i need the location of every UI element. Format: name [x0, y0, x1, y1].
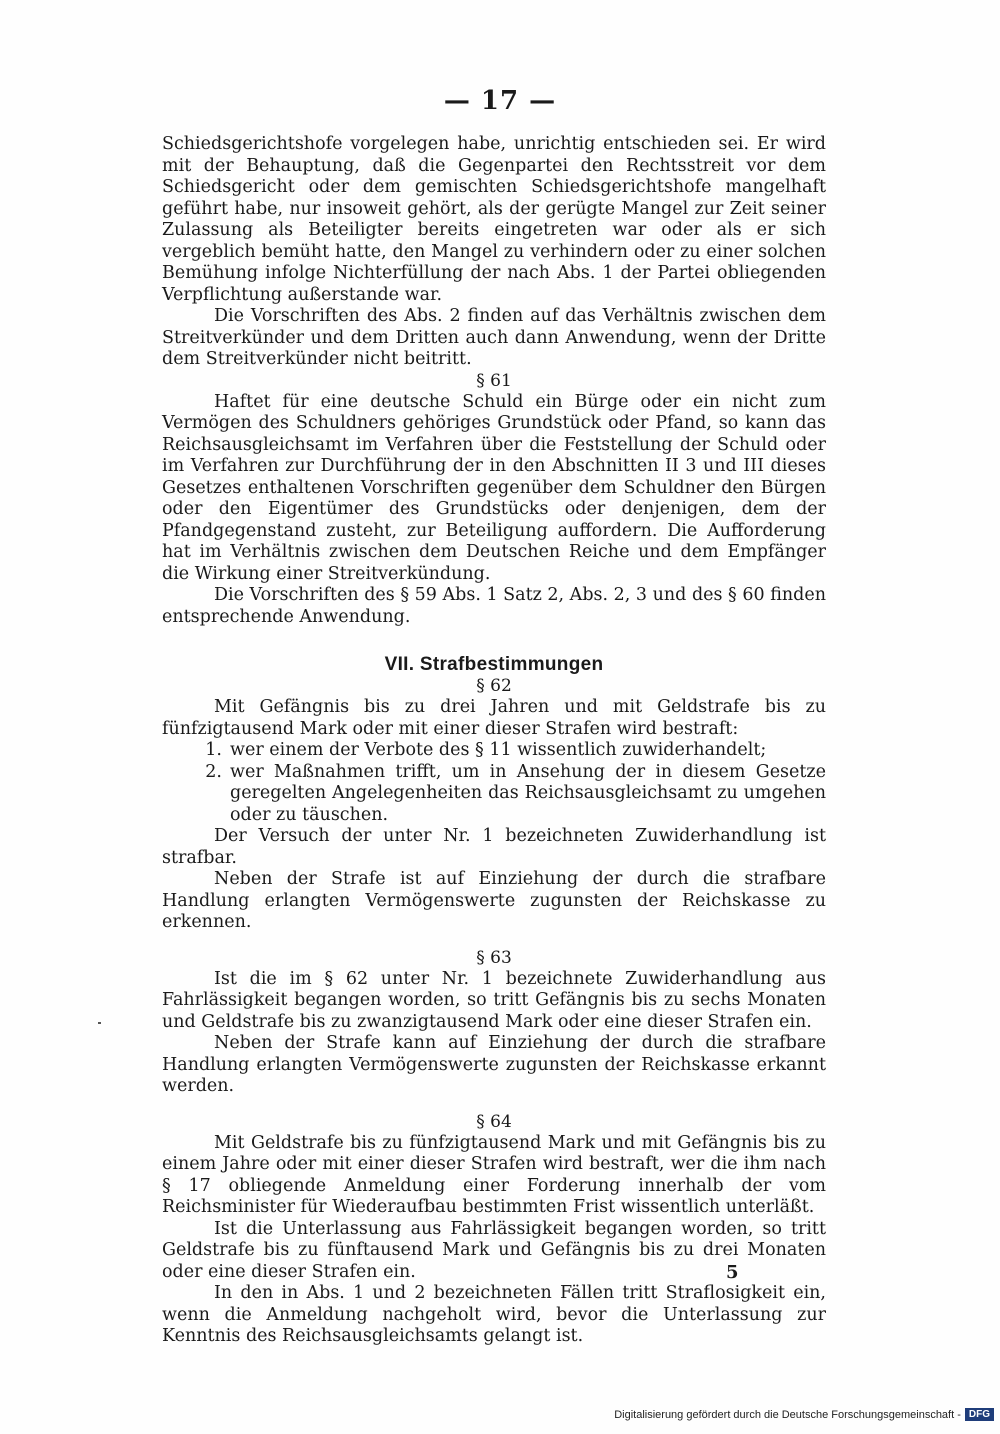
list-item-number: 1.	[205, 740, 222, 760]
paragraph: Neben der Strafe kann auf Einziehung der durch die strafbare Handlung erlangten Vermögenswerte zugunsten der Reichskasse erkannt werden.	[162, 1033, 826, 1096]
section-title-62: § 62	[476, 676, 512, 696]
list-item	[162, 762, 826, 827]
list-item-number: 2.	[205, 761, 222, 782]
paragraph: Mit Gefängnis bis zu drei Jahren und mit Geldstrafe bis zu fünfzigtausend Mark oder mit einer dieser Strafen wird bestraft:	[162, 697, 826, 739]
dfg-logo-icon: DFG	[965, 1408, 994, 1421]
paragraph: In den in Abs. 1 und 2 bezeichneten Fällen tritt Straflosigkeit ein, wenn die Anmeldung nachgeholt wird, bevor die Unterlassung zur Kenntnis des Reichsausgleichsamts gelangt ist.	[162, 1283, 826, 1346]
paragraph: Neben der Strafe ist auf Einziehung der durch die strafbare Handlung erlangten Vermögenswerte zugunsten der Reichskasse zu erkennen.	[162, 869, 826, 932]
signature-mark: 5	[726, 1262, 739, 1283]
paragraph: Ist die Unterlassung aus Fahrlässigkeit begangen worden, so tritt Geldstrafe bis zu fünftausend Mark und Gefängnis bis zu drei Monaten oder eine dieser Strafen ein.	[162, 1218, 826, 1282]
list-item	[162, 740, 826, 762]
footer-text: Digitalisierung gefördert durch die Deutsche Forschungsgemeinschaft -	[614, 1408, 961, 1421]
page-body	[162, 134, 826, 1348]
list-item-text: wer einem der Verbote des § 11 wissentlich zuwiderhandelt;	[230, 740, 767, 760]
digitization-footer	[614, 1408, 994, 1421]
paragraph: Ist die im § 62 unter Nr. 1 bezeichnete Zuwiderhandlung aus Fahrlässigkeit begangen worden, so tritt Gefängnis bis zu sechs Monaten und Geldstrafe bis zu zwanzigtausend Mark oder eine dieser Strafen ein.	[162, 968, 826, 1032]
numbered-list	[162, 740, 826, 826]
section-title-61: § 61	[476, 370, 512, 391]
paragraph: Der Versuch der unter Nr. 1 bezeichneten Zuwiderhandlung ist strafbar.	[162, 826, 826, 868]
paragraph: Die Vorschriften des Abs. 2 finden auf das Verhältnis zwischen dem Streitverkünder und dem Dritten auch dann Anwendung, wenn der Dritte dem Streitverkünder nicht beitritt.	[162, 306, 826, 369]
paragraph: Schiedsgerichtshofe vorgelegen habe, unrichtig entschieden sei. Er wird mit der Behauptung, daß die Gegenpartei den Rechtsstreit vor dem Schiedsgericht oder dem gemischten Schiedsgerichtshofe mangelhaft geführt habe, nur insoweit gehört, als der gerügte Mangel zur Zeit seiner Zulassung als Beteiligter bereits eingetreten war oder als er sich vergeblich bemüht hatte, den Mangel zu verhindern oder zu einer solchen Bemühung infolge Nichterfüllung der nach Abs. 1 der Partei obliegenden Verpflichtung außerstande war.	[162, 134, 826, 305]
paragraph: Die Vorschriften des § 59 Abs. 1 Satz 2, Abs. 2, 3 und des § 60 finden entsprechende Anwendung.	[162, 585, 826, 627]
print-speck	[98, 1022, 101, 1024]
chapter-heading: VII. Strafbestimmungen	[384, 654, 604, 675]
paragraph: Haftet für eine deutsche Schuld ein Bürge oder ein nicht zum Vermögen des Schuldners gehöriges Grundstück oder Pfand, so kann das Reichsausgleichsamt im Verfahren über die Feststellung der Schuld oder im Verfahren zur Durchführung der in den Abschnitten II 3 und III dieses Gesetzes enthaltenen Vorschriften gegenüber dem Schuldner den Bürgen oder den Eigentümer des Grundstücks oder denjenigen, dem der Pfandgegenstand zusteht, zur Beteiligung auffordern. Die Aufforderung hat im Verhältnis zwischen dem Deutschen Reiche und dem Empfänger die Wirkung einer Streitverkündung.	[162, 391, 826, 584]
list-item-text: wer Maßnahmen trifft, um in Ansehung der in diesem Gesetze geregelten Angelegenheiten das Reichsausgleichsamt zu umgehen oder zu täuschen.	[230, 761, 826, 825]
paragraph: Mit Geldstrafe bis zu fünfzigtausend Mark und mit Gefängnis bis zu einem Jahre oder mit einer dieser Strafen wird bestraft, wer die ihm nach § 17 obliegende Anmeldung einer Forderung innerhalb der vom Reichsminister für Wiederaufbau bestimmten Frist wissentlich unterläßt.	[162, 1132, 826, 1217]
section-title-63: § 63	[476, 947, 512, 968]
section-title-64: § 64	[476, 1111, 512, 1132]
page-number: — 17 —	[443, 86, 557, 116]
